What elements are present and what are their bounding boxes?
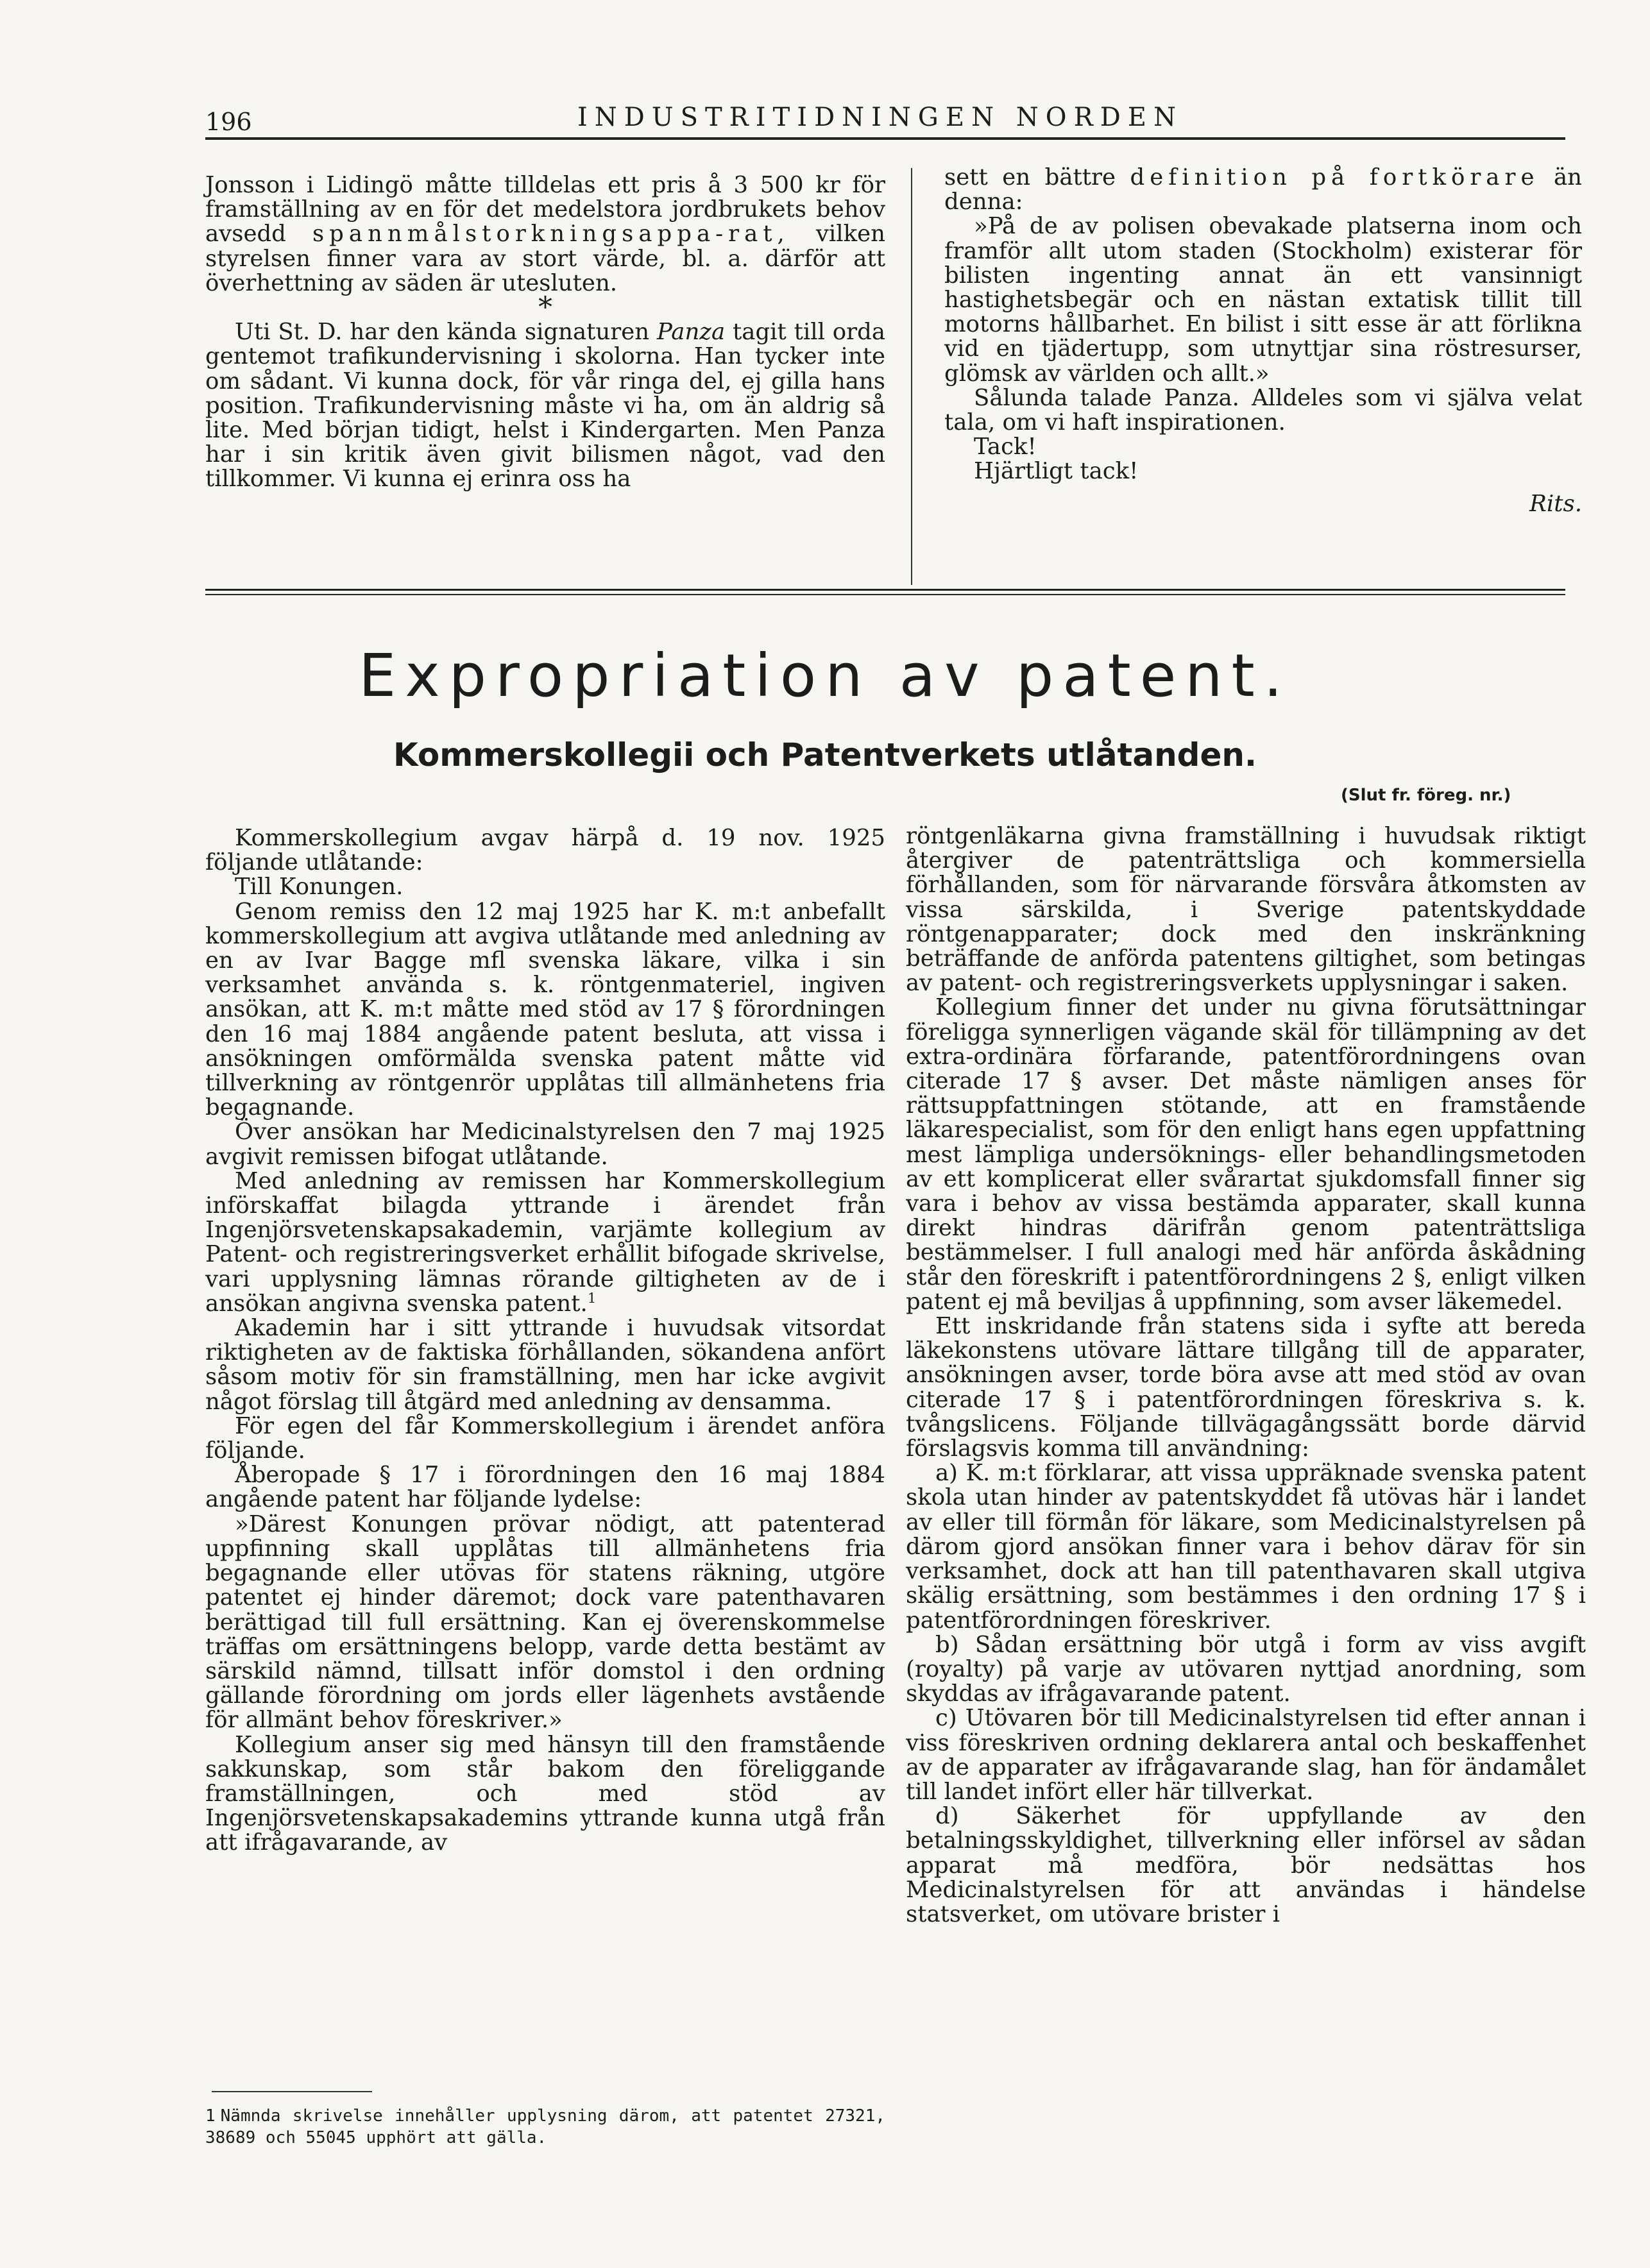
footnote-marker: 1 — [205, 2106, 216, 2126]
column-divider — [911, 168, 912, 585]
text-span: tagit till orda gentemot trafikundervisning i skolorna. Han tycker inte om sådant. Vi kunna dock, för vår ringa del, ej gilla hans position. Trafikundervisning måste vi ha, om än aldrig så lite. Med början tidigt, helst i Kindergarten. Men Panza har i sin kritik även givit bilismen något, vad den tillkommer. Vi kunna ej erinra oss ha — [205, 319, 885, 493]
paragraph: Till Konungen. — [235, 874, 404, 901]
page-number: 196 — [205, 108, 252, 136]
top-right-column — [944, 165, 1582, 516]
footnote-ref: 1 — [587, 1291, 597, 1307]
paragraph: röntgenläkarna givna framställning i huvudsak riktigt återgiver de patenträttsliga och kommersiella förhållanden, som för närvarande försvåra åtkomsten av vissa särskilda, i Sverige patentskyddade röntgenapparater; dock med den inskränkning beträffande de anförda patentens giltighet, som betingas av patent- och registreringsverkets upplysningar i saken. — [906, 823, 1586, 997]
paragraph: Åberopade § 17 i förordningen den 16 maj 1884 angående patent har följande lydelse: — [205, 1462, 885, 1513]
paragraph: Över ansökan har Medicinalstyrelsen den 7 maj 1925 avgivit remissen bifogat utlåtande. — [205, 1119, 885, 1170]
author-signature: Rits. — [1529, 490, 1582, 517]
top-right-paragraph-2: »På de av polisen obevakade platserna inom och framför allt utom staden (Stockholm) existerar för bilisten ingenting annat än ett vansinnigt hastighetsbegär och en nästan extatisk tillit till motorns hållbarhet. En bilist i sitt esse är att förlikna vid en tjädertupp, som utnyttjar sina röstresurser, glömsk av världen och allt.» — [944, 213, 1582, 387]
text-span: vilken styrelsen finner vara av stort värde, bl. a. därför att överhettning av säden är utesluten. — [205, 221, 885, 296]
paragraph: För egen del får Kommerskollegium i ärendet anföra följande. — [205, 1412, 885, 1464]
spaced-term: spannmålstorkningsappa-rat, — [312, 221, 790, 248]
paragraph: Akademin har i sitt yttrande i huvudsak vitsordat riktigheten av de faktiska förhållanden, sökandena anfört såsom motiv för sin framställning, men har icke avgivit något förslag till åtgärd med anledning av densamma. — [205, 1315, 885, 1415]
article-left-column — [205, 826, 885, 1856]
article-subtitle: Kommerskollegii och Patentverkets utlåtanden. — [393, 736, 1257, 774]
text-span: Jonsson i Lidingö måtte tilldelas ett pris å 3 500 kr för framställning av en för det medelstora jordbrukets behov avsedd — [205, 172, 885, 248]
journal-title: INDUSTRITIDNINGEN NORDEN — [577, 103, 1183, 132]
spaced-term: definition på fortkörare — [1130, 164, 1540, 190]
section-rule — [205, 594, 1565, 595]
text-span: Med anledning av remissen har Kommerskollegium införskaffat bilagda yttrande i ärendet från Ingenjörsvetenskapsakademin, varjämte kollegium av Patent- och registreringsverket erhållit bifogade skrivelse, vari upplysning lämnas rörande giltigheten av de i ansökan angivna svenska patent. — [205, 1167, 885, 1317]
paragraph: Ett inskridande från statens sida i syfte att bereda läkekonstens utövare lättare tillgång till de apparater, ansökningen avser, torde böra avse att med stöd av ovan citerade 17 § i patentförordningen föreskriva s. k. tvångslicens. Följande tillvägagångssätt borde därvid förslagsvis komma till användning: — [906, 1313, 1586, 1462]
paragraph: Kollegium finner det under nu givna förutsättningar föreligga synnerligen vägande skäl för tillämpning av det extra-ordinära förfarande, patentförordningens ovan citerade 17 § avser. Det måste nämligen anses för rättsuppfattningen stötande, att en framstående läkarespecialist, som för den enligt hans egen uppfattning mest lämpliga undersöknings- eller behandlingsmetoden av ett komplicerat eller svårartat sjukdomsfall finner sig vara i behov av vissa bestämda apparater, skall kunna direkt hindras därifrån genom patenträttsliga bestämmelser. I full analogi med här anförda åskådning står den föreskrift i patentförordningens 2 §, enligt vilken patent ej må beviljas å uppfinning, som avser läkemedel. — [906, 994, 1586, 1315]
top-right-paragraph-3: Sålunda talade Panza. Alldeles som vi själva velat tala, om vi haft inspirationen. — [944, 384, 1582, 436]
top-left-paragraph-2 — [205, 320, 885, 491]
paragraph: a) K. m:t förklarar, att vissa uppräknade svenska patent skola utan hinder av patentskyddet få utövas här i landet av eller till förmån för läkare, som Medicinalstyrelsen på därom gjord ansökan finner vara i behov därav för sin verksamhet, dock att han till patenthavaren skall utgiva skälig ersättning, som bestämmes i den ordning 17 § i patentförordningen föreskriver. — [906, 1460, 1586, 1634]
paragraph: Kommerskollegium avgav härpå d. 19 nov. 1925 följande utlåtande: — [205, 825, 885, 876]
section-rule — [205, 589, 1565, 591]
paragraph: Kollegium anser sig med hänsyn till den framstående sakkunskap, som står bakom den föreliggande framställningen, och med stöd av Ingenjörsvetenskapsakademins yttrande kunna utgå från att ifrågavarande, av — [205, 1731, 885, 1856]
text-span: än denna: — [944, 164, 1582, 216]
paragraph: c) Utövaren bör till Medicinalstyrelsen tid efter annan i viss föreskriven ordning deklarera antal och beskaffenhet av de apparater av ifrågavarande slag, han för ändamålet till landet infört eller här tillverkat. — [906, 1705, 1586, 1805]
top-left-paragraph-1 — [205, 173, 885, 296]
text-span: Uti St. D. har den kända signaturen — [235, 319, 650, 346]
paragraph: d) Säkerhet för uppfyllande av den betalningsskyldighet, tillverkning eller införsel av sådan apparat må medföra, bör nedsättas hos Medicinalstyrelsen för att användas i händelse statsverket, om utövare brister i — [906, 1803, 1586, 1927]
top-right-paragraph-5: Hjärtligt tack! — [974, 458, 1139, 485]
continuation-note: (Slut fr. föreg. nr.) — [1341, 786, 1511, 805]
paragraph — [205, 1169, 885, 1316]
top-right-paragraph-4: Tack! — [974, 434, 1037, 461]
footnote-rule — [212, 2091, 372, 2092]
signature-name: Panza — [656, 319, 726, 346]
top-left-column — [205, 173, 885, 492]
footnote-text: Nämnda skrivelse innehåller upplysning därom, att patentet 27321, 38689 och 55045 upphört att gälla. — [205, 2106, 885, 2147]
article-title: Expropriation av patent. — [359, 641, 1291, 710]
paragraph: Genom remiss den 12 maj 1925 har K. m:t anbefallt kommerskollegium att avgiva utlåtande med anledning av en av Ivar Bagge mfl svenska läkare, vilka i sin verksamhet använda s. k. röntgenmateriel, ingiven ansökan, att K. m:t måtte med stöd av 17 § förordningen den 16 maj 1884 angående patent besluta, att vissa i ansökningen omförmälda svenska patent måtte vid tillverkning av röntgenrör upplåtas till allmänhetens fria begagnande. — [205, 898, 885, 1121]
text-span: sett en bättre — [944, 164, 1116, 190]
footnote — [205, 2105, 885, 2149]
article-right-column — [906, 824, 1586, 1927]
section-star: * — [538, 291, 552, 325]
paragraph: »Därest Konungen prövar nödigt, att patenterad uppfinning skall upplåtas till allmänhetens fria begagnande eller utövas för statens räkning, utgöre patentet ej hinder däremot; dock vare patenthavaren berättigad till full ersättning. Kan ej överenskommelse träffas om ersättningens belopp, varde detta bestämt av särskild nämnd, tillsatt inför domstol i den ordning gällande förordning om jords eller lägenhets avstående för allmänt behov föreskriver.» — [205, 1511, 885, 1734]
header-rule — [205, 137, 1565, 140]
paragraph: b) Sådan ersättning bör utgå i form av viss avgift (royalty) på varje av utövaren nyttjad anordning, som skyddas av ifrågavarande patent. — [906, 1631, 1586, 1707]
top-right-paragraph-1 — [944, 165, 1582, 214]
